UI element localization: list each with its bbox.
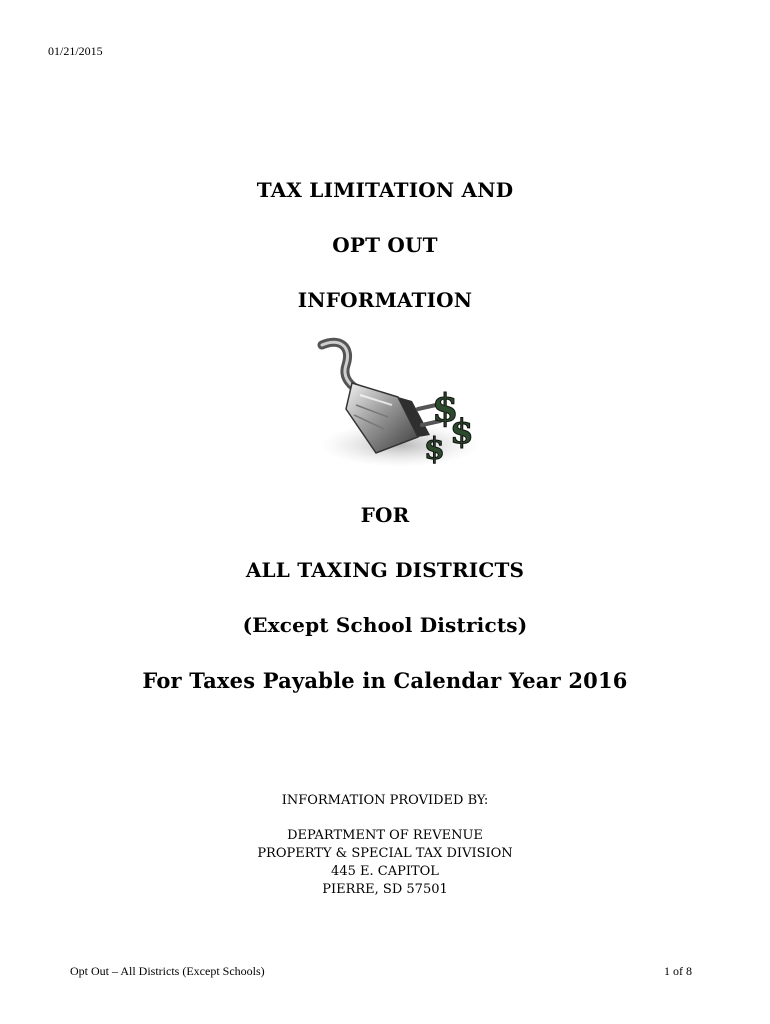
svg-text:$: $: [450, 412, 474, 452]
title-line-3: INFORMATION: [297, 288, 473, 312]
svg-text:$: $: [424, 432, 445, 467]
provider-address: [0, 827, 770, 899]
plug-dollar-graphic: [300, 335, 490, 475]
document-date: 01/21/2015: [48, 44, 103, 58]
address-line-city: PIERRE, SD 57501: [322, 882, 448, 897]
svg-text:$: $: [432, 385, 459, 430]
provided-by-label: INFORMATION PROVIDED BY:: [281, 793, 489, 808]
title-line-2: OPT OUT: [332, 233, 438, 257]
address-line-division: PROPERTY & SPECIAL TAX DIVISION: [257, 846, 513, 861]
except-line: (Except School Districts): [242, 613, 528, 637]
address-line-department: DEPARTMENT OF REVENUE: [287, 828, 483, 843]
for-line: FOR: [360, 503, 410, 527]
title-line-1: TAX LIMITATION AND: [256, 178, 514, 202]
payable-year-line: For Taxes Payable in Calendar Year 2016: [142, 668, 628, 693]
footer-page-number: 1 of 8: [664, 964, 692, 978]
all-districts-line: ALL TAXING DISTRICTS: [245, 558, 525, 582]
footer-document-name: Opt Out – All Districts (Except Schools): [70, 964, 265, 978]
address-line-street: 445 E. CAPITOL: [331, 864, 439, 879]
